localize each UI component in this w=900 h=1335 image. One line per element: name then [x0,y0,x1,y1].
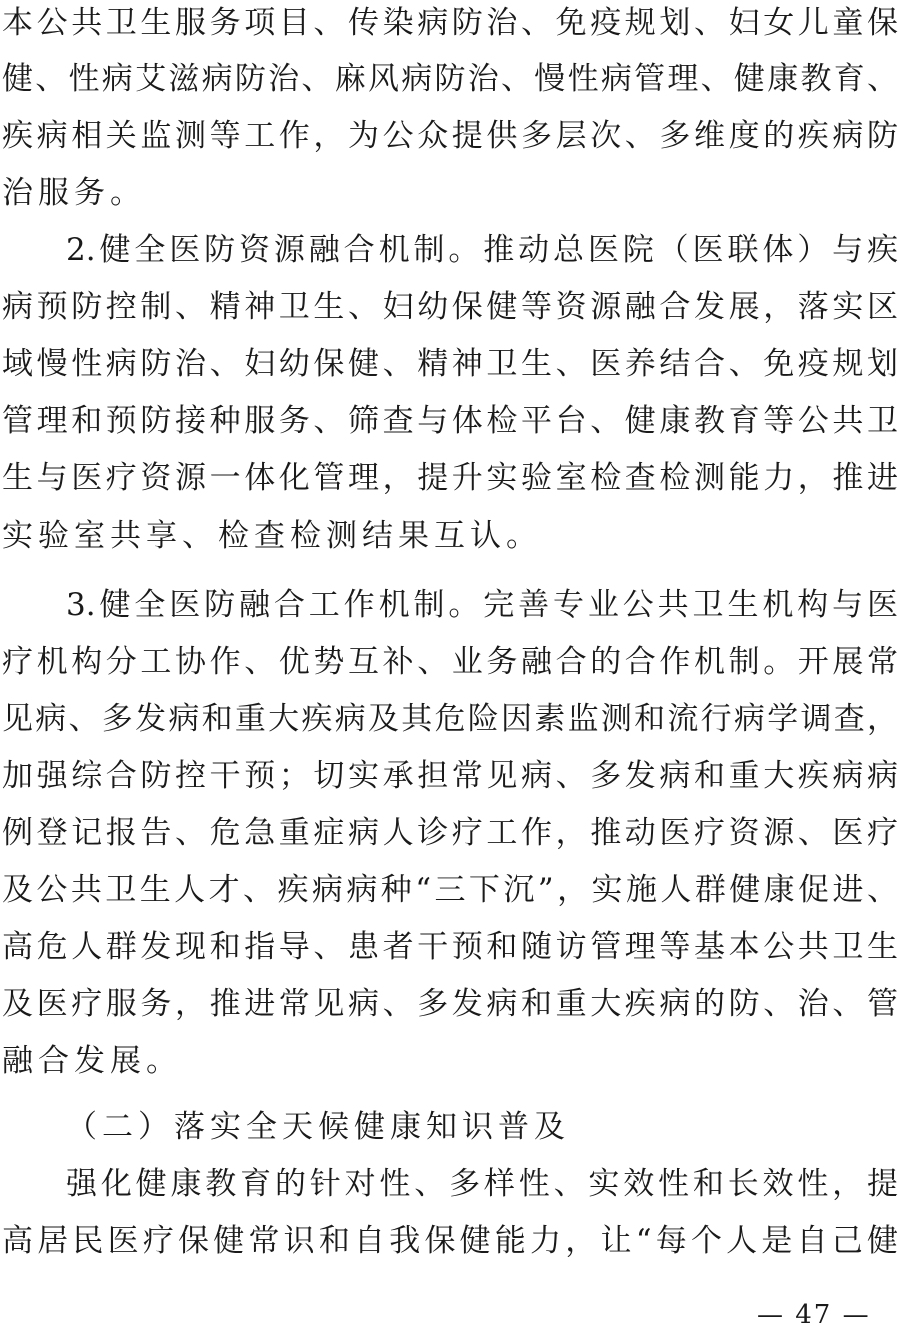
text-line: 疗机构分工协作、优势互补、业务融合的合作机制。开展常 [2,644,898,680]
paragraph-start-line: 2.健全医防资源融合机制。推动总医院（医联体）与疾 [66,232,898,268]
text-line: 管理和预防接种服务、筛查与体检平台、健康教育等公共卫 [2,403,898,439]
text-line: 及医疗服务，推进常见病、多发病和重大疾病的防、治、管 [2,986,898,1022]
text-line: 见病、多发病和重大疾病及其危险因素监测和流行病学调查， [2,701,898,737]
text-line: 加强综合防控干预；切实承担常见病、多发病和重大疾病病 [2,758,898,794]
section-heading: （二）落实全天候健康知识普及 [66,1109,570,1145]
text-line: 及公共卫生人才、疾病病种“三下沉”，实施人群健康促进、 [2,872,898,908]
text-line: 域慢性病防治、妇幼保健、精神卫生、医养结合、免疫规划 [2,346,898,382]
text-line: 高居民医疗保健常识和自我保健能力，让“每个人是自己健 [2,1223,898,1259]
text-line: 治服务。 [2,175,146,211]
text-line: 高危人群发现和指导、患者干预和随访管理等基本公共卫生 [2,929,898,965]
paragraph-start-line: 强化健康教育的针对性、多样性、实效性和长效性，提 [66,1166,898,1202]
text-line: 本公共卫生服务项目、传染病防治、免疫规划、妇女儿童保 [2,5,898,41]
text-line: 生与医疗资源一体化管理，提升实验室检查检测能力，推进 [2,460,898,496]
page-number: — 47 — [757,1300,871,1330]
text-line: 健、性病艾滋病防治、麻风病防治、慢性病管理、健康教育、 [2,61,898,97]
text-line: 融合发展。 [2,1043,182,1079]
text-line: 疾病相关监测等工作，为公众提供多层次、多维度的疾病防 [2,118,898,154]
paragraph-start-line: 3.健全医防融合工作机制。完善专业公共卫生机构与医 [66,587,898,623]
text-line: 例登记报告、危急重症病人诊疗工作，推动医疗资源、医疗 [2,815,898,851]
text-line: 病预防控制、精神卫生、妇幼保健等资源融合发展，落实区 [2,289,898,325]
text-line: 实验室共享、检查检测结果互认。 [2,518,542,554]
